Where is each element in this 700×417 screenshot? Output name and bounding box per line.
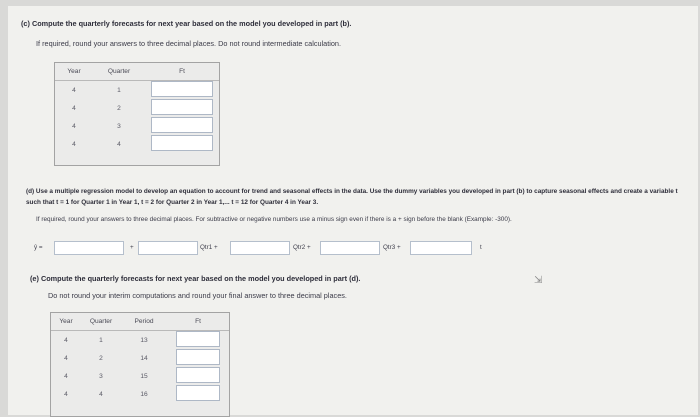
table-row bbox=[55, 117, 219, 135]
quarter-cell: 4 bbox=[117, 140, 121, 148]
quarter-cell: 2 bbox=[99, 354, 103, 362]
year-cell: 4 bbox=[64, 354, 68, 362]
mouse-cursor-icon: ⇲ bbox=[534, 275, 543, 286]
table-row bbox=[51, 367, 229, 385]
forecast-input[interactable] bbox=[151, 135, 213, 151]
quarter-cell: 4 bbox=[99, 390, 103, 398]
year-cell: 4 bbox=[72, 104, 76, 112]
col-header-year: Year bbox=[51, 313, 81, 331]
t-label: t bbox=[480, 244, 482, 251]
forecast-input[interactable] bbox=[176, 367, 220, 383]
part-e-table bbox=[50, 312, 230, 417]
table-row bbox=[51, 349, 229, 367]
table-row bbox=[55, 81, 219, 100]
year-cell: 4 bbox=[72, 140, 76, 148]
year-cell: 4 bbox=[72, 86, 76, 94]
period-cell: 14 bbox=[140, 354, 148, 362]
table-row bbox=[55, 99, 219, 117]
quarter-cell: 1 bbox=[99, 336, 103, 344]
col-header-ft: Ft bbox=[167, 313, 229, 331]
col-header-quarter: Quarter bbox=[93, 63, 145, 81]
qtr3-coefficient-input[interactable] bbox=[320, 241, 380, 255]
part-c-title: (c) Compute the quarterly forecasts for next year based on the model you developed in part (b). bbox=[21, 19, 352, 28]
table-row bbox=[51, 385, 229, 403]
t-coefficient-input[interactable] bbox=[410, 241, 472, 255]
qtr2-label: Qtr2 + bbox=[293, 244, 311, 251]
part-c-table bbox=[54, 62, 220, 166]
homework-page bbox=[8, 6, 698, 415]
quarter-cell: 3 bbox=[117, 122, 121, 130]
table-row bbox=[55, 135, 219, 153]
col-header-period: Period bbox=[121, 313, 167, 331]
qtr3-label: Qtr3 + bbox=[383, 244, 401, 251]
intercept-input[interactable] bbox=[54, 241, 124, 255]
year-cell: 4 bbox=[64, 390, 68, 398]
period-cell: 13 bbox=[140, 336, 148, 344]
year-cell: 4 bbox=[64, 372, 68, 380]
part-e-instructions: Do not round your interim computations and round your final answer to three decimal places. bbox=[48, 291, 347, 300]
plus-sign: + bbox=[130, 244, 134, 251]
forecast-input[interactable] bbox=[151, 99, 213, 115]
forecast-input[interactable] bbox=[176, 349, 220, 365]
col-header-ft: Ft bbox=[145, 63, 219, 81]
qtr2-coefficient-input[interactable] bbox=[230, 241, 290, 255]
forecast-input[interactable] bbox=[151, 117, 213, 133]
part-e-title: (e) Compute the quarterly forecasts for next year based on the model you developed in part (d). bbox=[30, 274, 361, 283]
table-row bbox=[51, 331, 229, 350]
period-cell: 16 bbox=[140, 390, 148, 398]
quarter-cell: 1 bbox=[117, 86, 121, 94]
qtr1-label: Qtr1 + bbox=[200, 244, 218, 251]
part-d-instructions: If required, round your answers to three decimal places. For subtractive or negative numbers use a minus sign even if there is a + sign before the blank (Example: -300). bbox=[36, 216, 512, 223]
qtr1-coefficient-input[interactable] bbox=[138, 241, 198, 255]
forecast-input[interactable] bbox=[176, 331, 220, 347]
y-hat-label: ŷ = bbox=[34, 244, 43, 251]
year-cell: 4 bbox=[72, 122, 76, 130]
col-header-year: Year bbox=[55, 63, 93, 81]
quarter-cell: 2 bbox=[117, 104, 121, 112]
year-cell: 4 bbox=[64, 336, 68, 344]
col-header-quarter: Quarter bbox=[81, 313, 121, 331]
period-cell: 15 bbox=[140, 372, 148, 380]
part-d-title: (d) Use a multiple regression model to develop an equation to account for trend and seasonal effects in the data. Use the dummy variables you developed in part (b) to capture seasonal effects and create a variable t such that t = 1 for Quarter 1 in Year 1, t = 2 for Quarter 2 in Year 1,... t = 12 for Quarter 4 in Year 3. bbox=[26, 188, 678, 206]
part-c-instructions: If required, round your answers to three decimal places. Do not round intermediate calculation. bbox=[36, 39, 342, 48]
quarter-cell: 3 bbox=[99, 372, 103, 380]
forecast-input[interactable] bbox=[176, 385, 220, 401]
forecast-input[interactable] bbox=[151, 81, 213, 97]
